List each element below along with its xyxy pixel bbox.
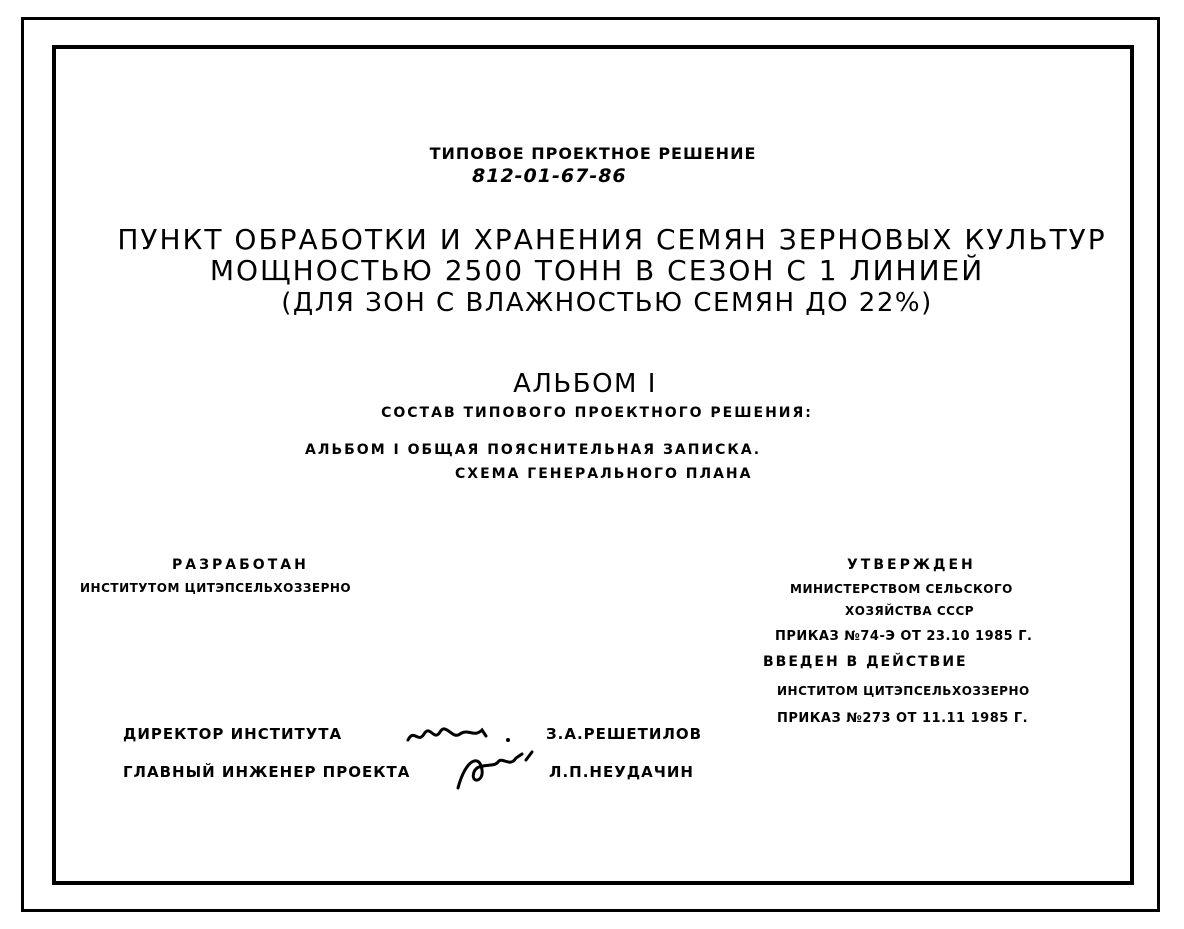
enacted-heading: ВВЕДЕН В ДЕЙСТВИЕ [763, 654, 968, 670]
album-item-line-1: АЛЬБОМ I ОБЩАЯ ПОЯСНИТЕЛЬНАЯ ЗАПИСКА. [305, 442, 762, 458]
album-name: АЛЬБОМ I [513, 369, 657, 399]
director-name: З.А.РЕШЕТИЛОВ [546, 725, 703, 743]
title-line-2: МОЩНОСТЬЮ 2500 ТОНН В СЕЗОН С 1 ЛИНИЕЙ [209, 254, 985, 287]
director-signature [404, 722, 516, 748]
developed-by: ИНСТИТУТОМ ЦИТЭПСЕЛЬХОЗЗЕРНО [80, 581, 352, 595]
approved-heading: УТВЕРЖДЕН [847, 557, 976, 573]
director-role: ДИРЕКТОР ИНСТИТУТА [123, 725, 343, 743]
approval-order: ПРИКАЗ №74-Э ОТ 23.10 1985 Г. [775, 629, 1033, 644]
chief-engineer-name: Л.П.НЕУДАЧИН [549, 763, 694, 781]
document-type: ТИПОВОЕ ПРОЕКТНОЕ РЕШЕНИЕ [429, 144, 757, 163]
enacted-by: ИНСТИТОМ ЦИТЭПСЕЛЬХОЗЗЕРНО [777, 684, 1030, 698]
document-number: 812-01-67-86 [472, 165, 627, 187]
chief-engineer-signature [452, 748, 548, 794]
enacted-order: ПРИКАЗ №273 ОТ 11.11 1985 Г. [777, 711, 1029, 726]
composition-heading: СОСТАВ ТИПОВОГО ПРОЕКТНОГО РЕШЕНИЯ: [381, 405, 813, 421]
developed-heading: РАЗРАБОТАН [172, 557, 309, 573]
title-line-3: (ДЛЯ ЗОН С ВЛАЖНОСТЬЮ СЕМЯН ДО 22%) [281, 288, 933, 318]
approved-by-line-2: ХОЗЯЙСТВА СССР [845, 604, 975, 618]
album-item-line-2: СХЕМА ГЕНЕРАЛЬНОГО ПЛАНА [455, 466, 753, 482]
chief-engineer-role: ГЛАВНЫЙ ИНЖЕНЕР ПРОЕКТА [123, 763, 411, 781]
title-line-1: ПУНКТ ОБРАБОТКИ И ХРАНЕНИЯ СЕМЯН ЗЕРНОВЫХ КУЛЬТУР [117, 223, 1107, 256]
approved-by-line-1: МИНИСТЕРСТВОМ СЕЛЬСКОГО [790, 582, 1013, 596]
